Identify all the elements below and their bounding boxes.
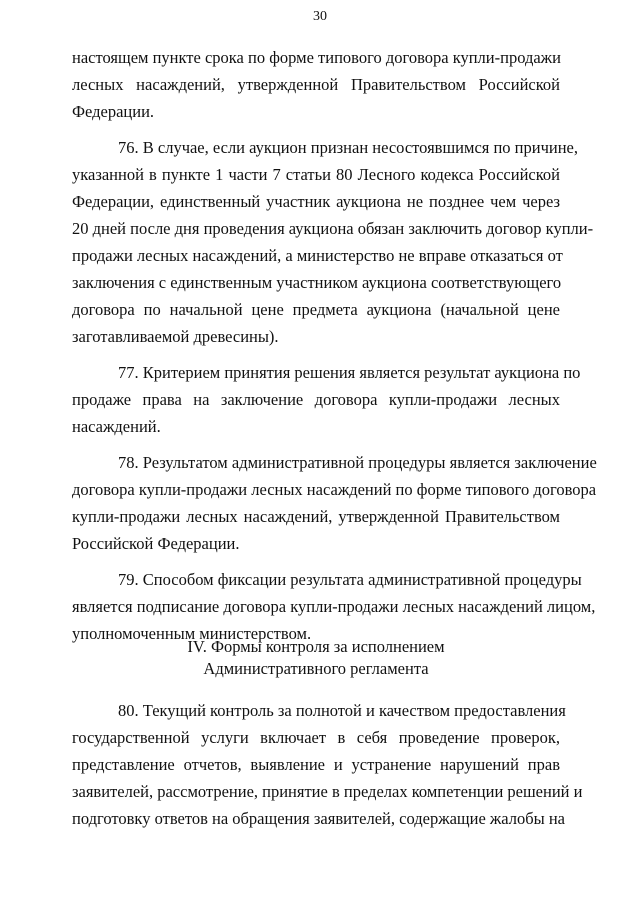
text-line: 79. Способом фиксации результата административной процедуры <box>118 570 582 589</box>
body-text-upper <box>72 44 597 647</box>
text-line: является подписание договора купли-продажи лесных насаждений лицом, <box>72 597 596 616</box>
text-line: купли-продажи лесных насаждений, утвержденной Правительством <box>72 507 560 526</box>
text-line: 77. Критерием принятия решения является результат аукциона по <box>118 363 581 382</box>
text-line: насаждений. <box>72 417 161 436</box>
text-line: 76. В случае, если аукцион признан несостоявшимся по причине, <box>118 138 579 157</box>
paragraph-80 <box>72 697 583 832</box>
section-heading-line: IV. Формы контроля за исполнением <box>187 637 445 656</box>
text-line: уполномоченным министерством. <box>72 624 312 643</box>
text-line: договора купли-продажи лесных насаждений по форме типового договора <box>72 480 597 499</box>
text-line: заготавливаемой древесины). <box>72 327 279 346</box>
section-heading-line: Административного регламента <box>203 659 429 678</box>
text-line: заключения с единственным участником аукциона соответствующего <box>72 273 562 292</box>
paragraph-77 <box>72 359 581 440</box>
paragraph-79 <box>72 566 596 647</box>
text-line: Федерации, единственный участник аукциона не позднее чем через <box>72 192 560 211</box>
text-line: подготовку ответов на обращения заявителей, содержащие жалобы на <box>72 809 566 828</box>
text-line: заявителей, рассмотрение, принятие в пределах компетенции решений и <box>72 782 583 801</box>
paragraph-continued <box>72 44 560 125</box>
text-line: 20 дней после дня проведения аукциона обязан заключить договор купли- <box>72 219 594 238</box>
text-line: Российской Федерации. <box>72 534 240 553</box>
text-line: лесных насаждений, утвержденной Правительством Российской <box>72 75 560 94</box>
text-line: государственной услуги включает в себя проведение проверок, <box>72 728 560 747</box>
text-line: представление отчетов, выявление и устранение нарушений прав <box>72 755 560 774</box>
text-line: продажи лесных насаждений, а министерство не вправе отказаться от <box>72 246 563 265</box>
text-line: 80. Текущий контроль за полнотой и качеством предоставления <box>118 701 566 720</box>
text-line: настоящем пункте срока по форме типового договора купли-продажи <box>72 48 561 67</box>
text-line: указанной в пункте 1 части 7 статьи 80 Лесного кодекса Российской <box>72 165 560 184</box>
text-line: продаже права на заключение договора купли-продажи лесных <box>72 390 560 409</box>
body-text-lower <box>72 697 583 832</box>
text-line: Федерации. <box>72 102 155 121</box>
text-line: договора по начальной цене предмета аукциона (начальной цене <box>72 300 560 319</box>
paragraph-76 <box>72 134 594 350</box>
page-number: 30 <box>313 9 327 24</box>
paragraph-78 <box>72 449 597 557</box>
text-line: 78. Результатом административной процедуры является заключение <box>118 453 597 472</box>
section-heading <box>72 636 560 680</box>
